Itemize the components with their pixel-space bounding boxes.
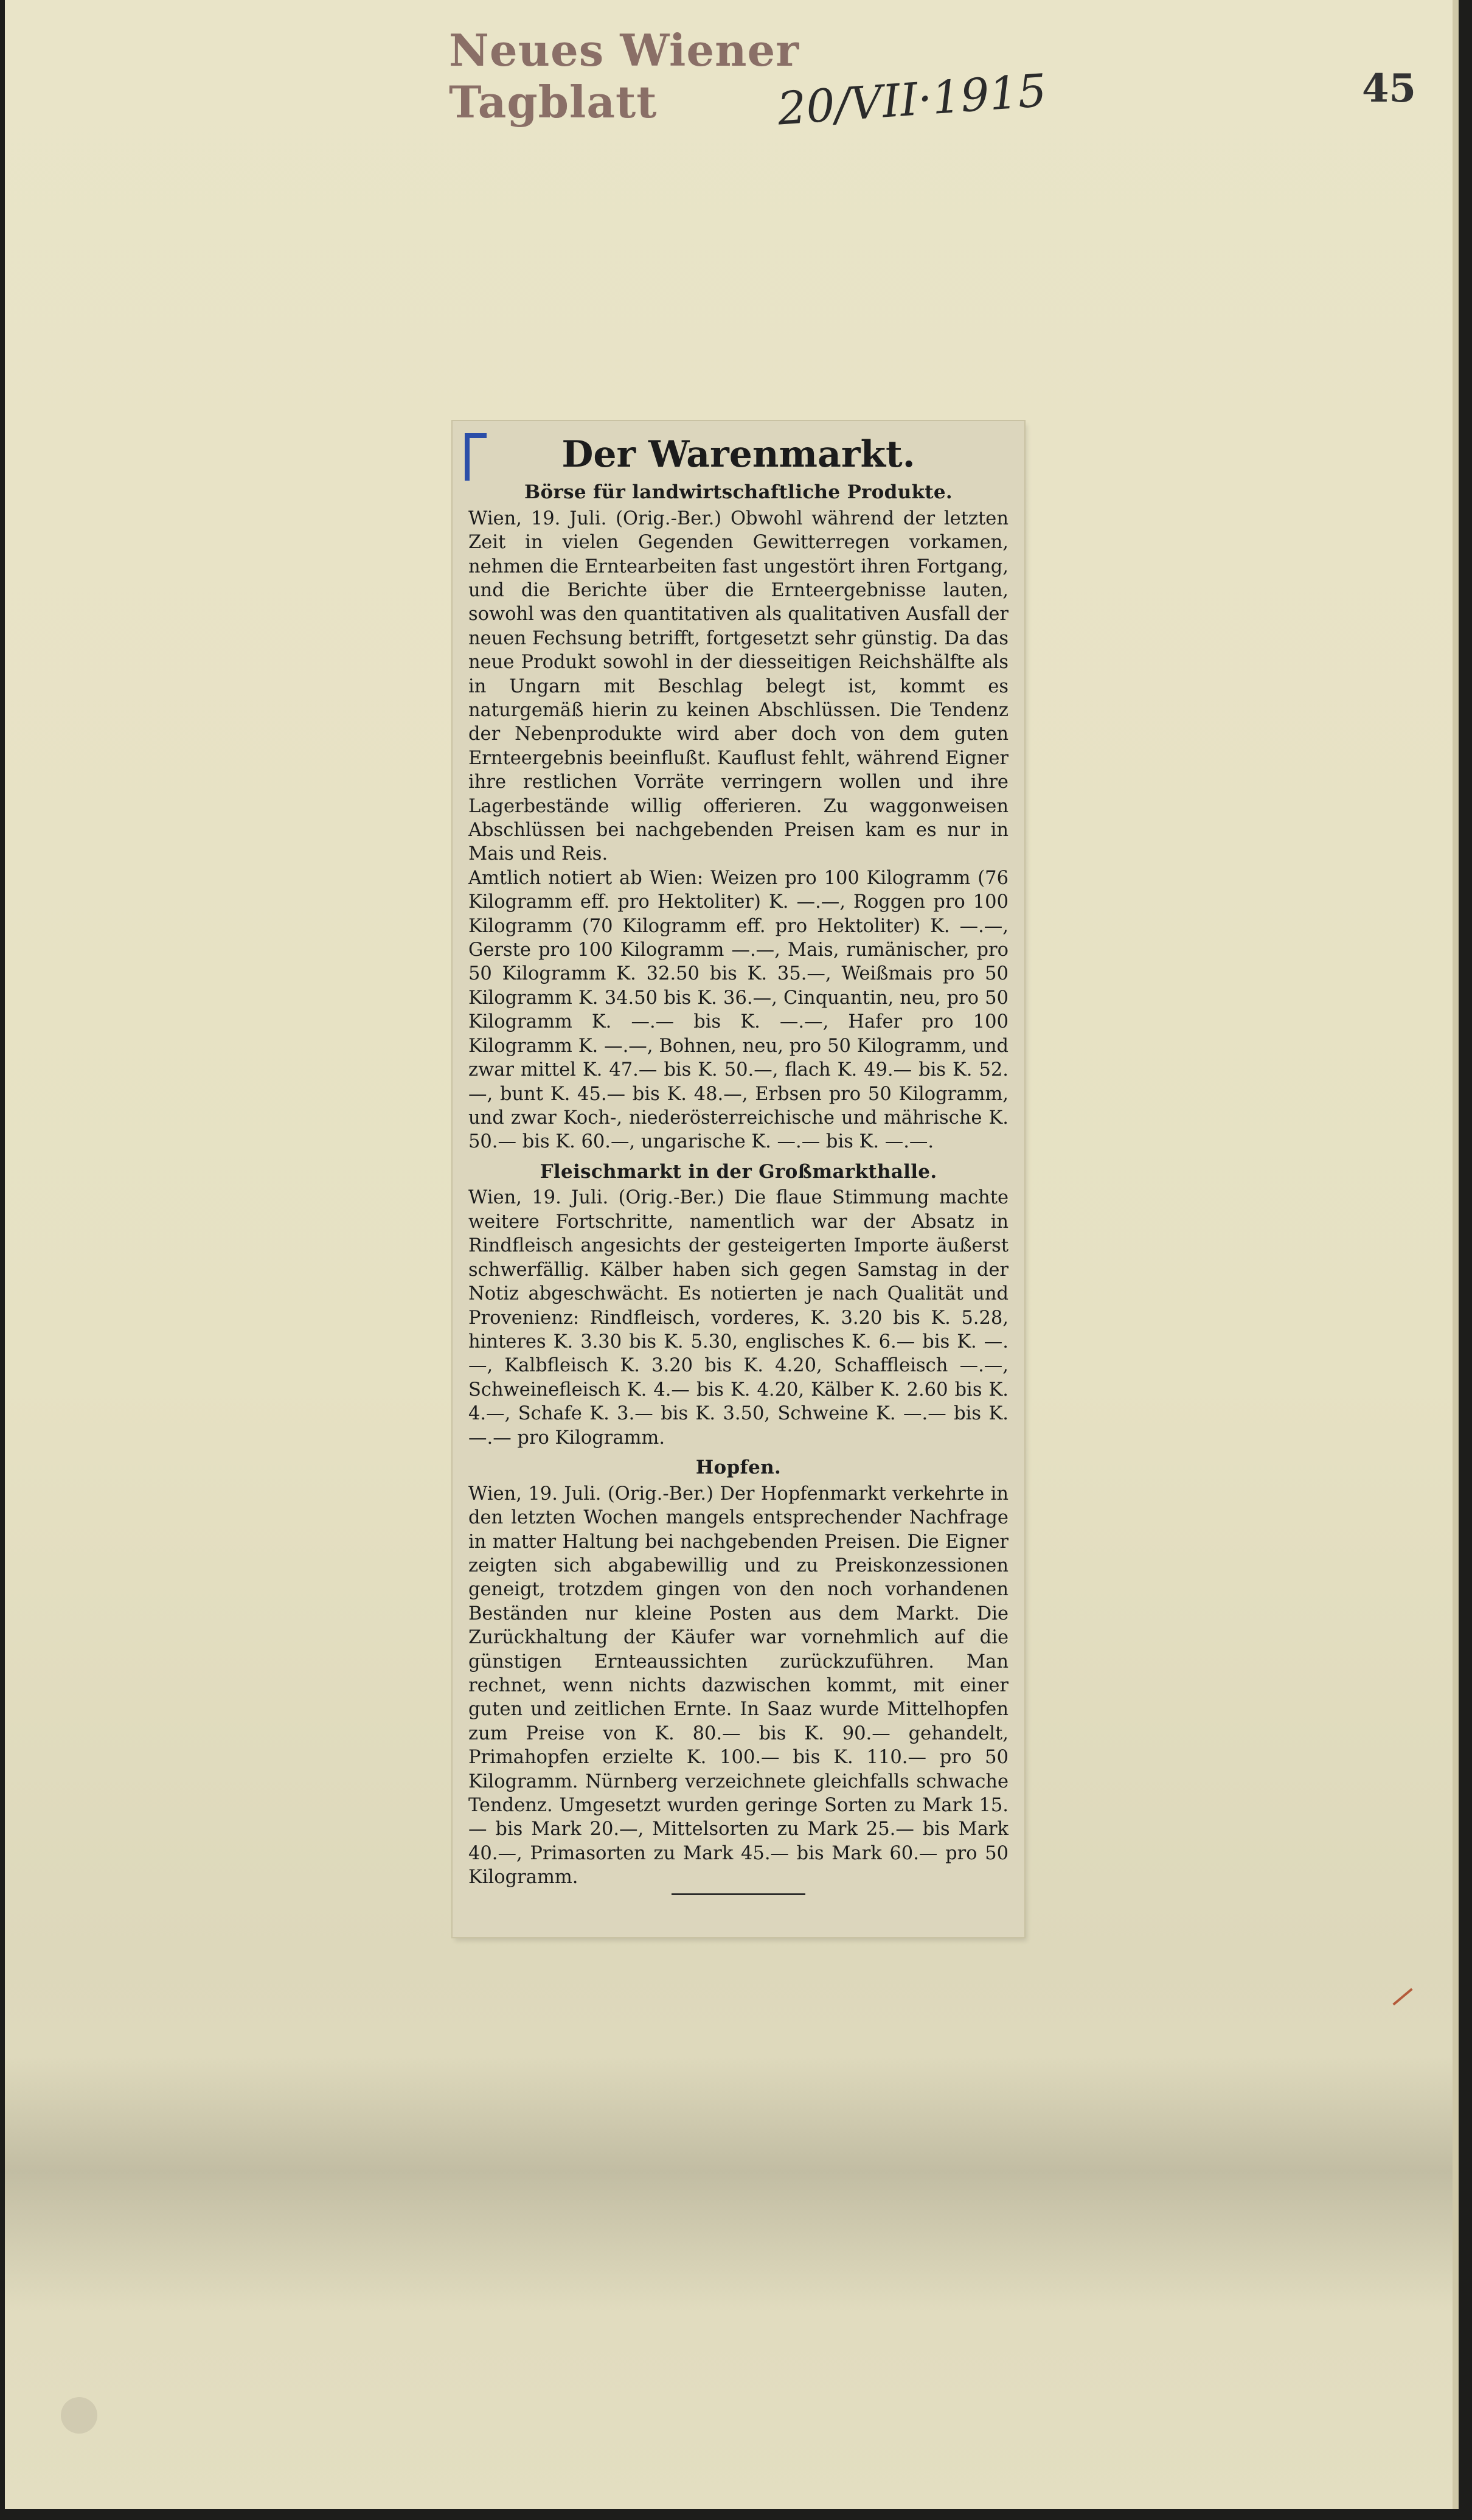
handwritten-date: 20/VII·1915 <box>776 64 1049 136</box>
section-heading-fleischmarkt: Fleischmarkt in der Großmarkthalle. <box>540 1160 937 1183</box>
blue-pencil-mark <box>465 433 487 481</box>
section-heading-hopfen: Hopfen. <box>695 1456 782 1478</box>
page-number: 45 <box>1361 66 1416 111</box>
article-paragraph: Amtlich notiert ab Wien: Weizen pro 100 Kilogramm (76 Kilogramm eff. pro Hektoliter) K. —.—, Roggen pro 100 Kilogramm (70 Kilogramm eff. pro Hektoliter) K. —.—, Gerste pro 100 Kilogramm —.—, Mais, rumänischer, pro 50 Kilogramm K. 32.50 bis K. 35.—, Weißmais pro 50 Kilogramm K. 34.50 bis K. 36.—, Cinquantin, neu, pro 50 Kilogramm K. —.— bis K. —.—, Hafer pro 100 Kilogramm K. —.—, Bohnen, neu, pro 50 Kilogramm, und zwar mittel K. 47.— bis K. 50.—, flach K. 49.— bis K. 52.—, bunt K. 45.— bis K. 48.—, Erbsen pro 50 Kilogramm, und zwar Koch-, niederösterreichische und mährische K. 50.— bis K. 60.—, ungarische K. —.— bis K. —.—. <box>468 867 1009 1153</box>
paper-smudge <box>61 2397 97 2434</box>
newspaper-clipping <box>453 421 1024 1937</box>
pen-mark <box>1392 1988 1412 2006</box>
scan-shadow <box>5 2056 1453 2312</box>
clipping-headline: Der Warenmarkt. <box>561 433 915 476</box>
article-paragraph: Wien, 19. Juli. (Orig.-Ber.) Der Hopfenmarkt verkehrte in den letzten Wochen mangels entsprechender Nachfrage in matter Haltung bei nachgebenden Preisen. Die Eigner zeigten sich abgabewillig und zu Preiskonzessionen geneigt, trotzdem gingen von den noch vorhandenen Beständen nur kleine Posten aus dem Markt. Die Zurückhaltung der Käufer war vornehmlich auf die günstigen Ernteaussichten zurückzuführen. Man rechnet, wenn nichts dazwischen kommt, mit einer guten und zeitlichen Ernte. In Saaz wurde Mittelhopfen zum Preise von K. 80.— bis K. 90.— gehandelt, Primahopfen erzielte K. 100.— bis K. 110.— pro 50 Kilogramm. Nürnberg verzeichnete gleichfalls schwache Tendenz. Umgesetzt wurden geringe Sorten zu Mark 15.— bis Mark 20.—, Mittelsorten zu Mark 25.— bis Mark 40.—, Primasorten zu Mark 45.— bis Mark 60.— pro 50 Kilogramm. <box>468 1483 1009 1888</box>
article-paragraph: Wien, 19. Juli. (Orig.-Ber.) Obwohl während der letzten Zeit in vielen Gegenden Gewitterregen vorkamen, nehmen die Erntearbeiten fast ungestört ihren Fortgang, und die Berichte über die Ernteergebnisse lauten, sowohl was den quantitativen als qualitativen Ausfall der neuen Fechsung betrifft, fortgesetzt sehr günstig. Da das neue Produkt sowohl in der diesseitigen Reichshälfte als in Ungarn mit Beschlag belegt ist, kommt es naturgemäß hierin zu keinen Abschlüssen. Die Tendenz der Nebenprodukte wird aber doch von dem guten Ernteergebnis beeinflußt. Kauflust fehlt, während Eigner ihre restlichen Vorräte verringern wollen und ihre Lagerbestände willig offerieren. Zu waggonweisen Abschlüssen bei nachgebenden Preisen kam es nur in Mais und Reis. <box>468 507 1009 865</box>
end-rule <box>672 1893 805 1895</box>
article-paragraph: Wien, 19. Juli. (Orig.-Ber.) Die flaue Stimmung machte weitere Fortschritte, namentlich war der Absatz in Rindfleisch angesichts der gesteigerten Importe äußerst schwerfällig. Kälber haben sich gegen Samstag in der Notiz abgeschwächt. Es notierten je nach Qualität und Provenienz: Rindfleisch, vorderes, K. 3.20 bis K. 5.28, hinteres K. 3.30 bis K. 5.30, englisches K. 6.— bis K. —.—, Kalbfleisch K. 3.20 bis K. 4.20, Schaffleisch —.—, Schweinefleisch K. 4.— bis K. 4.20, Kälber K. 2.60 bis K. 4.—, Schafe K. 3.— bis K. 3.50, Schweine K. —.— bis K. —.— pro Kilogramm. <box>468 1187 1009 1449</box>
archive-sheet <box>5 0 1459 2509</box>
section-heading-boerse: Börse für landwirtschaftliche Produkte. <box>524 481 953 503</box>
newspaper-stamp: Neues Wiener Tagblatt <box>449 24 800 128</box>
